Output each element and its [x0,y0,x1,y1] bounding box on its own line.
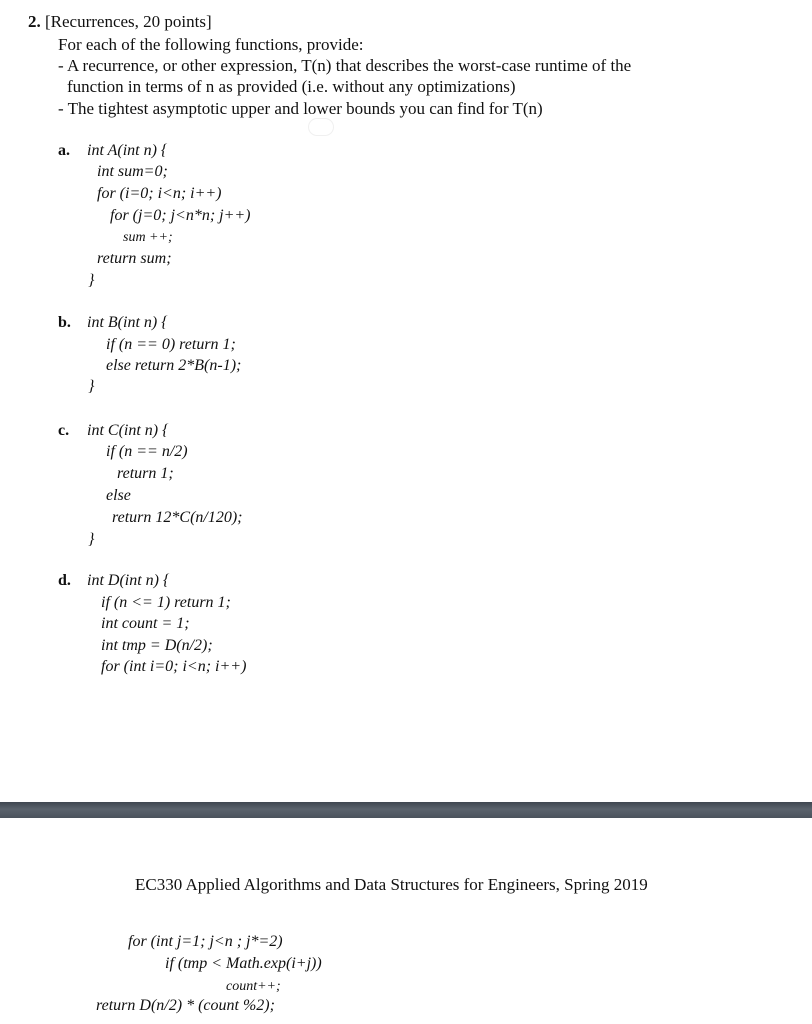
part-a-code-line: int sum=0; [97,163,168,180]
question-number: 2. [28,12,41,31]
part-d-code-line: int count = 1; [101,615,190,632]
part-b-code-line: } [88,378,95,395]
part-c-code-line: return 12*C(n/120); [112,509,243,526]
part-b-label: b. [58,314,71,331]
part-c-code-line: if (n == n/2) [106,443,188,460]
bullet-bounds: - The tightest asymptotic upper and lower bounds you can find for T(n) [58,99,543,118]
part-c-code-line: else [106,487,131,504]
question-title: [Recurrences, 20 points] [45,12,212,31]
course-header: EC330 Applied Algorithms and Data Structures for Engineers, Spring 2019 [135,875,648,894]
part-d-code-line: for (int i=0; i<n; i++) [101,658,247,675]
bullet-recurrence-line1: - A recurrence, or other expression, T(n) that describes the worst-case runtime of the [58,56,632,75]
part-a-code-line: } [88,272,95,289]
page-break-divider [0,802,812,818]
part-b-code-line: else return 2*B(n-1); [106,357,242,374]
part-c-label: c. [58,422,70,439]
part-d-continued-line: for (int j=1; j<n ; j*=2) [128,933,283,950]
part-b-code-line: if (n == 0) return 1; [106,336,236,353]
part-d-label: d. [58,572,71,589]
bullet-recurrence-line2: function in terms of n as provided (i.e. without any optimizations) [67,77,516,96]
question-intro: For each of the following functions, provide: [58,35,364,54]
part-a-code-line: sum ++; [123,230,173,245]
part-a-code-line: return sum; [97,250,172,267]
part-d-code-line: int D(int n) { [87,572,170,589]
part-d-continued-line: return D(n/2) * (count %2); [96,997,275,1014]
part-c-code-line: return 1; [117,465,174,482]
question-header [28,11,212,32]
part-d-continued-line: count++; [226,979,281,994]
part-a-label: a. [58,142,70,159]
part-d-continued-line: if (tmp < Math.exp(i+j)) [165,955,322,972]
part-c-code-line: } [88,531,95,548]
part-d-code-line: if (n <= 1) return 1; [101,594,231,611]
part-c-code-line: int C(int n) { [87,422,169,439]
faint-artifact [308,118,334,136]
part-a-code-line: int A(int n) { [87,142,168,159]
part-b-code-line: int B(int n) { [87,314,168,331]
part-a-code-line: for (i=0; i<n; i++) [97,185,222,202]
part-a-code-line: for (j=0; j<n*n; j++) [110,207,251,224]
part-d-code-line: int tmp = D(n/2); [101,637,213,654]
